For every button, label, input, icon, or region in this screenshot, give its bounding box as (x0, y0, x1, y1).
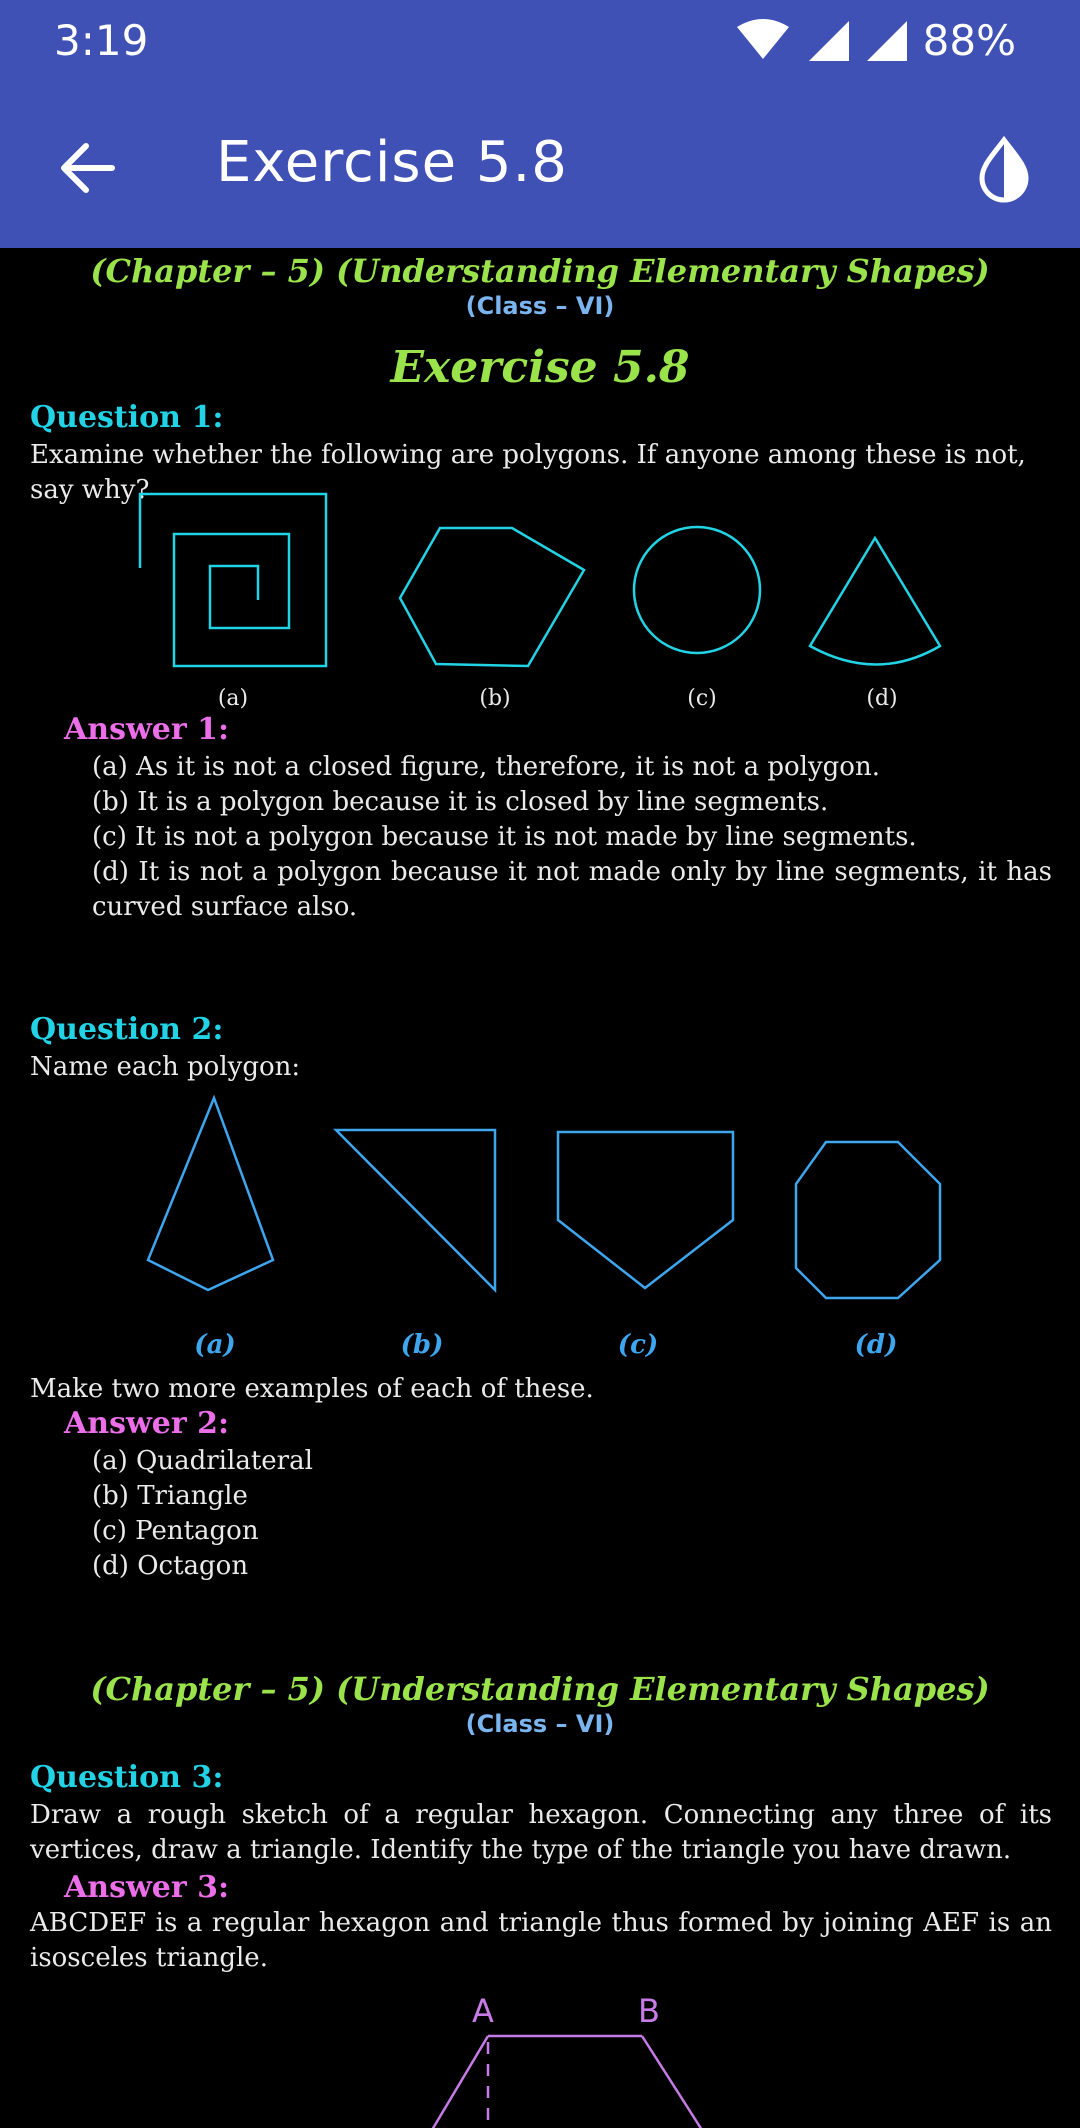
answer-3-text: ABCDEF is a regular hexagon and triangle thus formed by joining AEF is an isosceles triangle. (30, 1908, 1052, 1973)
triangle-figure (336, 1130, 495, 1290)
question-2-heading: Question 2: (30, 1012, 224, 1047)
answer-1-item: (a) As it is not a closed figure, therefore, it is not a polygon. (92, 752, 880, 782)
page-title: Exercise 5.8 (216, 130, 568, 195)
battery-percent: 88% (922, 16, 1016, 65)
vertex-label-b: B (638, 1992, 660, 2030)
wifi-icon (733, 19, 793, 63)
vertex-label-a: A (472, 1992, 494, 2030)
quadrilateral-figure (148, 1098, 273, 1290)
app-bar (0, 80, 1080, 248)
answer-2-item: (c) Pentagon (92, 1516, 259, 1546)
figure-label-c: (c) (617, 1330, 659, 1360)
chapter-heading: (Chapter – 5) (Understanding Elementary Shapes) (90, 252, 990, 290)
figure-label-c: (c) (687, 686, 717, 711)
figure-label-b: (b) (400, 1330, 444, 1360)
answer-1-item: (d) It is not a polygon because it not made only by line segments, it has curved surface also. (92, 857, 1052, 922)
sector-figure (810, 538, 940, 665)
answer-3-heading: Answer 3: (64, 1870, 230, 1905)
hexagon-sketch (400, 1988, 740, 2128)
circle-figure (634, 527, 760, 653)
question-3-heading: Question 3: (30, 1760, 224, 1795)
figure-label-d: (d) (866, 686, 898, 711)
question-2-figures (0, 1090, 1080, 1290)
answer-1-item: (b) It is a polygon because it is closed by line segments. (92, 787, 829, 817)
hexagon-edge-bc (642, 2036, 702, 2128)
cell-signal-roaming-icon (865, 19, 909, 63)
chapter-heading: (Chapter – 5) (Understanding Elementary Shapes) (90, 1670, 990, 1708)
cell-signal-icon (807, 19, 851, 63)
answer-2-item: (a) Quadrilateral (92, 1446, 313, 1476)
hexagon-figure (400, 528, 584, 666)
question-2-text-2: Make two more examples of each of these. (30, 1374, 594, 1404)
question-2-text: Name each polygon: (30, 1052, 301, 1082)
figure-label-a: (a) (217, 686, 249, 711)
class-heading: (Class – VI) (465, 1710, 615, 1738)
figure-label-b: (b) (479, 686, 511, 711)
exercise-content (0, 248, 1080, 2126)
octagon-figure (796, 1142, 940, 1298)
answer-2-item: (d) Octagon (92, 1551, 249, 1581)
answer-1-item: (c) It is not a polygon because it is not made by line segments. (92, 822, 917, 852)
answer-1-heading: Answer 1: (64, 712, 230, 747)
figure-label-d: (d) (854, 1330, 898, 1360)
question-1-text: Examine whether the following are polygons. If anyone among these is not, say why? (30, 440, 1026, 505)
pentagon-figure (558, 1132, 733, 1288)
question-1-heading: Question 1: (30, 400, 224, 435)
back-arrow-icon[interactable] (50, 132, 122, 204)
exercise-heading: Exercise 5.8 (390, 342, 690, 393)
answer-2-item: (b) Triangle (92, 1481, 248, 1511)
question-3-text: Draw a rough sketch of a regular hexagon. Connecting any three of its vertices, draw a triangle. Identify the type of the triangle you have drawn. (30, 1800, 1052, 1865)
status-bar (0, 0, 1080, 80)
status-time: 3:19 (54, 16, 149, 65)
spiral-figure (140, 494, 326, 666)
theme-toggle-icon[interactable] (968, 132, 1040, 204)
status-icons (733, 16, 1016, 65)
class-heading: (Class – VI) (465, 292, 615, 320)
figure-label-a: (a) (194, 1330, 236, 1360)
answer-2-heading: Answer 2: (64, 1406, 230, 1441)
hexagon-edge-fa (432, 2036, 488, 2128)
